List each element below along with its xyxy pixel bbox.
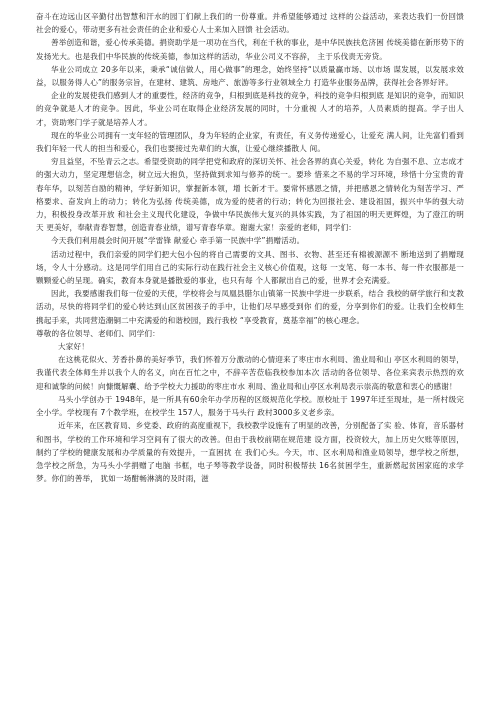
paragraph: 穷且益坚，不坠青云之志。希望受资助的同学把党和政府的深切关怀、社会各界的真心关爱，转化 为自强不息、立志成才的强大动力，坚定理想信念，树立远大抱负，坚持做到求知与修养的统一。要珍 惜来之不易的学习环境，珍惜十分宝贵的青春年华，以刻苦自励的精神，学好新知识，掌握新本领，增 长新才干。要常怀感恩之情，并把感恩之情转化为刻苦学习、严格要求、奋发向上的动力；转化为弘扬 传统美德，成为爱的使者的行动；转化为回报社会、建设祖国，振兴中华的强大动力，积极投身改革开放 和社会主义现代化建设，争做中华民族伟大复兴的具体实践，为了祖国的明天更辉煌，为了澄江的明天 更美好，奉献青春智慧，创造青春业绩，谱写青春华章。谢谢大家！亲爱的老师，同学们： <box>36 157 464 233</box>
paragraph: 近年来，在区教育局、乡党委、政府的高度重视下，我校教学设施有了明显的改善，分别配备了实 验、体育，音乐器材和图书，学校的工作环境和学习空间有了很大的改善。但由于我校前期在规范建 设方面，投资较大，加上历史欠账等原因，制约了学校的健康发展和办学质量的有效提升，一直困扰 在 我们心头。今天，市、区水利局和渔业局领导，想学校之所想，急学校之所急，为马头小学捐赠了电脑 书框，电子琴等教学设备，同时积极帮扶 16名贫困学生，重新燃起贫困家庭的求学梦。你们的善举， 犹如一场酣畅淋漓的及时雨，滋 <box>36 421 464 484</box>
greeting: 大家好！ <box>58 342 89 352</box>
paragraph: 善举创造和谐，爱心传承美德。捐资助学是一项功在当代，利在千秋的事业，是中华民族扶危济困 传统美德在新形势下的发扬光大。也是我们中华民族的传统美德，参加这样的活动，华业公司义不容辞， 主于乐伐责无旁贷。 <box>36 38 464 61</box>
paragraph: 马头小学创办于 1948年，是一所具有60余年办学历程的区级规范化学校。原校址于 1997年迁至现址，是一所村级完全小学。学校现有 7个教学班，在校学生 157人，服务于马头行 政村3000多义老乡亲。 <box>36 394 464 418</box>
paragraph: 奋斗在边远山区辛勤付出智慧和汗水的园丁们献上我们的一份尊重。并希望能够通过 这样的公益活动，来表达我们一份回馈社会的爱心，带动更多有社会责任的企业和爱心人士来加入回馈 社会活动。 <box>36 12 464 35</box>
paragraph: 今天我们利用晨会时间开展“学雷锋 献爱心 牵手第一民族中学”捐赠活动。 <box>51 236 305 246</box>
paragraph: 企业的发展使我们感到人才的重要性，经济的竞争，归根到底是科技的竞争，科技的竞争归根到底 是知识的竞争，而知识的竞争就是人才的竞争。因此，华业公司在取得企业经济发展的同时，十分重视 人才的培养，人员素质的提高。学子出人才，资助寒门学子就是培养人才。 <box>36 91 464 127</box>
paragraph: 在这桃花似火、芳香扑鼻的美好季节，我们怀着万分激动的心情迎来了枣庄市水利局、渔业局和山 亭区水利局的领导，我谨代表全体师生并以我个人的名义，向在百忙之中，不辞辛苦莅临我校参加本次 活动的各位领导、各位来宾表示热烈的欢迎和诚挚的问候！向慷慨解囊、给予学校大力援助的枣庄市水 利局、渔业局和山亭区水利局表示崇高的敬意和衷心的感谢！ <box>36 355 464 391</box>
paragraph: 因此，我要感谢我们每一位爱的天使，学校将会与凤凰县腊尔山镇第一民族中学进一步联系，结合 我校的研学旅行和支教活动，尽快的将同学们的爱心转达到山区贫困孩子的手中，让他们尽早感受到你 们的爱，分享到你们的爱。让我们全校师生携起手来，共同营造潮铜二中充满爱的和谐校园，践行我校 “享受教育，奠基幸福”的核心理念。 <box>36 289 464 325</box>
paragraph: 现在的华业公司拥有一支年轻的管理团队，身为年轻的企业家，有责任，有义务传递爱心，让爱充 满人间，让先富们看到我们年轻一代人的担当和爱心，我们也要接过先辈们的大旗，让爱心继续播散人 间。 <box>36 130 464 154</box>
paragraph: 华业公司成立 20多年以来，秉承“诚信做人，用心做事”的理念，始终坚持“以质量赢市场、以市场 谋发展，以发展求效益，以服务得人心”的服务宗旨，在建材、建筑、房地产、旅游等多行业领域全力 打造华业服务品牌，获得社会各界好评。 <box>36 64 464 88</box>
salutation: 尊敬的各位领导、老师们、同学们： <box>36 328 160 338</box>
paragraph: 活动过程中，我们亲爱的同学们把大包小包的将自己需要的文具、图书、衣物、甚至还有棉被源源不 断地送到了捐赠现场，令人十分感动。这是同学们用自己的实际行动在践行社会主义核心价值观，这每 一支笔、每一本书、每一件衣服都是一颗颗爱心的呈现。确实，教育本身就是播散爱的事业，也只有每 个人都献出自己的爱，世界才会充满爱。 <box>36 249 464 286</box>
